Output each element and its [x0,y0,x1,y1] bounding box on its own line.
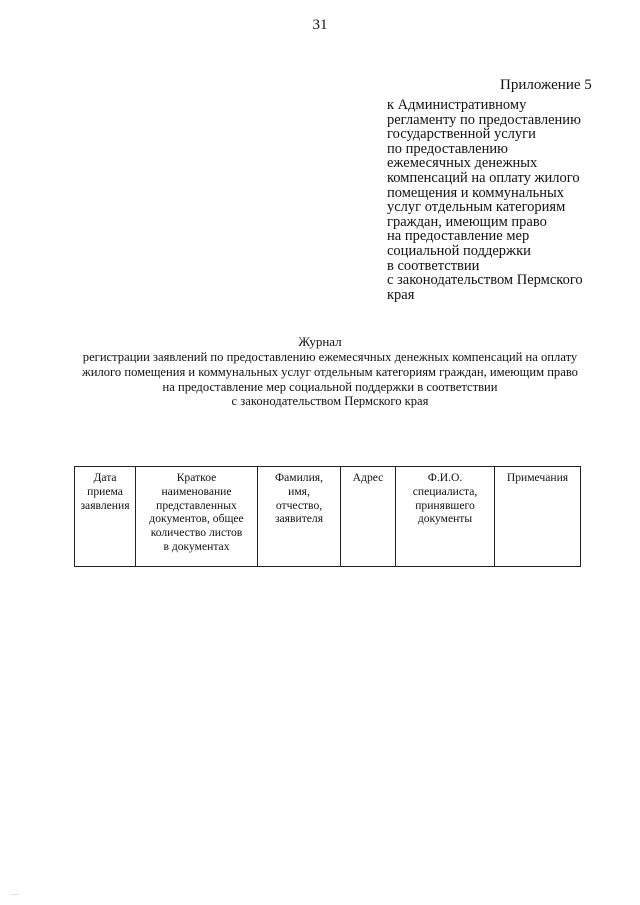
appendix-line: услуг отдельным категориям [387,199,566,216]
header-cell-address: Адрес [341,467,396,567]
journal-title: Журнал [298,334,342,349]
appendix-line: компенсаций на оплату жилого [387,169,580,186]
header-cell-documents: Краткое наименование представленных документов, общее количество листов в документах [136,467,258,567]
appendix-line: социальной поддержки [387,242,531,259]
page-number: 31 [312,17,328,33]
appendix-line: в соответствии [387,257,480,274]
header-cell-date: Дата приема заявления [75,467,136,567]
journal-subtitle [50,350,610,409]
header-cell-specialist: Ф.И.О. специалиста, принявшего документы [396,467,495,567]
appendix-line: с законодательством Пермского [387,272,583,289]
appendix-line: граждан, имеющим право [387,213,547,230]
journal-subtitle-line: регистрации заявлений по предоставлению ежемесячных денежных компенсаций на оплату [82,350,578,364]
appendix-line: регламенту по предоставлению [387,111,581,128]
journal-subtitle-line: на предоставление мер социальной поддержки в соответствии [162,379,498,394]
table-header-row [75,467,581,567]
appendix-title: Приложение 5 [500,77,592,93]
appendix-line: края [387,286,415,303]
header-cell-notes: Примечания [495,467,581,567]
journal-subtitle-line: жилого помещения и коммунальных услуг отдельным категориям граждан, имеющим право [82,364,578,379]
registration-journal-table [74,466,581,567]
appendix-line: на предоставление мер [387,228,530,245]
journal-subtitle-line: с законодательством Пермского края [231,394,429,409]
scan-mark: — [10,889,19,899]
appendix-line: к Административному [387,97,527,113]
appendix-line: государственной услуги [387,126,536,143]
appendix-line: ежемесячных денежных [387,155,538,172]
appendix-line: по предоставлению [387,140,508,157]
appendix-reference [387,98,627,302]
appendix-line: помещения и коммунальных [387,184,564,201]
header-cell-applicant-name: Фамилия, имя, отчество, заявителя [258,467,341,567]
